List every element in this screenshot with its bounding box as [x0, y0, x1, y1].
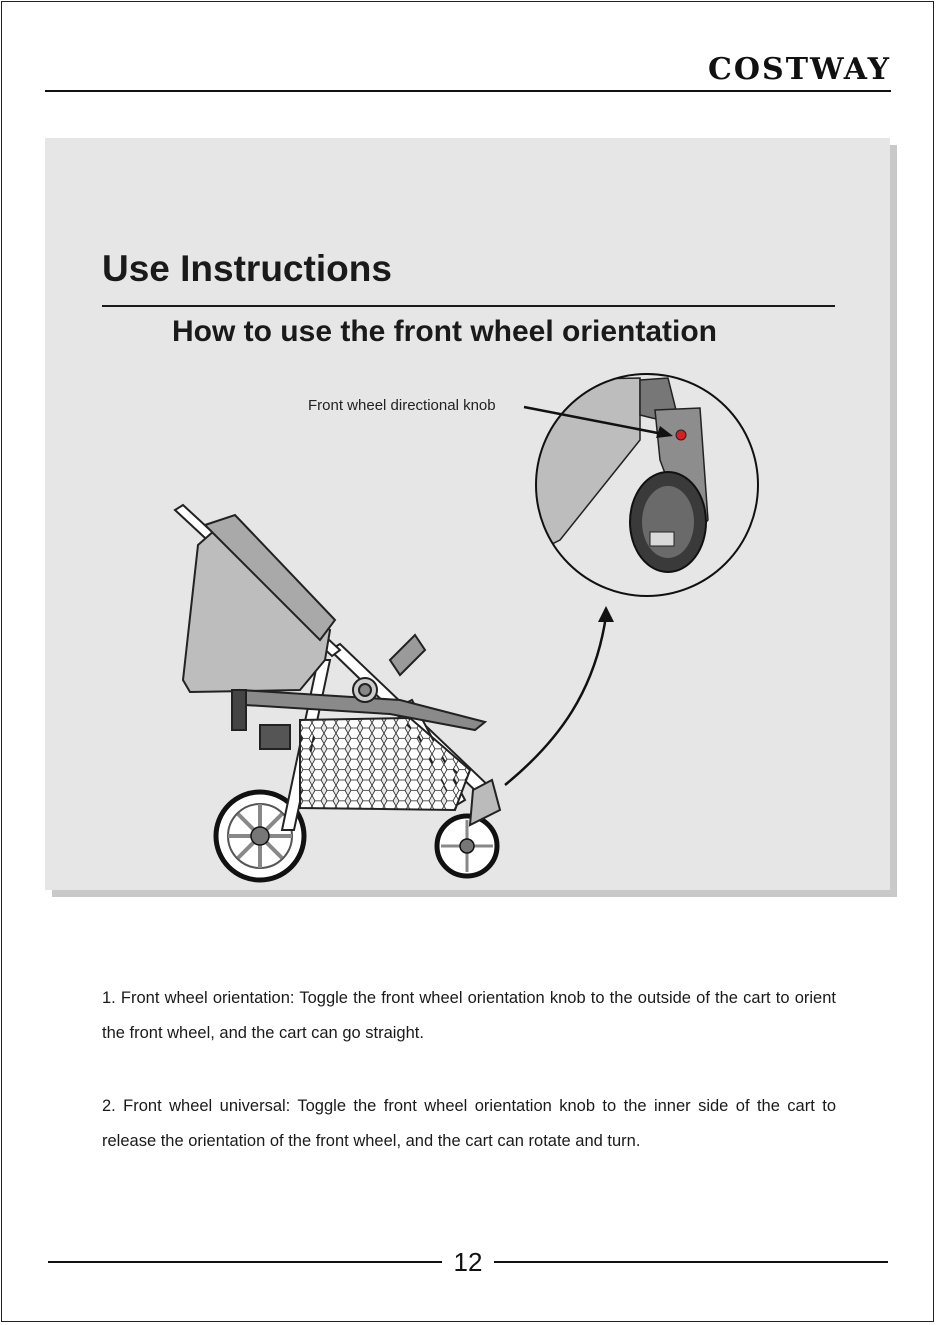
instruction-item-1: 1. Front wheel orientation: Toggle the front wheel orientation knob to the outside of the cart to orient the front wheel, and the cart can go straight. [102, 989, 836, 1042]
callout-label: Front wheel directional knob [308, 397, 496, 414]
instruction-item-2: 2. Front wheel universal: Toggle the front wheel orientation knob to the inner side of the cart to release the orientation of the front wheel, and the cart can rotate and turn. [102, 1097, 836, 1150]
stroller-illustration [45, 370, 890, 885]
front-wheel-icon [437, 816, 497, 876]
page-number: 12 [453, 1247, 483, 1277]
header-rule [45, 90, 891, 92]
section-subtitle: How to use the front wheel orientation [172, 315, 718, 348]
section-title: Use Instructions [102, 248, 392, 289]
footer-rule-left [48, 1261, 442, 1263]
footer-rule-right [494, 1261, 888, 1263]
basket [300, 718, 470, 810]
brand-logo: COSTWAY [708, 52, 891, 87]
canopy-seat [183, 515, 485, 749]
magnified-detail [520, 374, 758, 596]
curved-arrow-icon [505, 606, 614, 785]
knob-icon [676, 430, 686, 440]
title-rule [102, 305, 835, 307]
